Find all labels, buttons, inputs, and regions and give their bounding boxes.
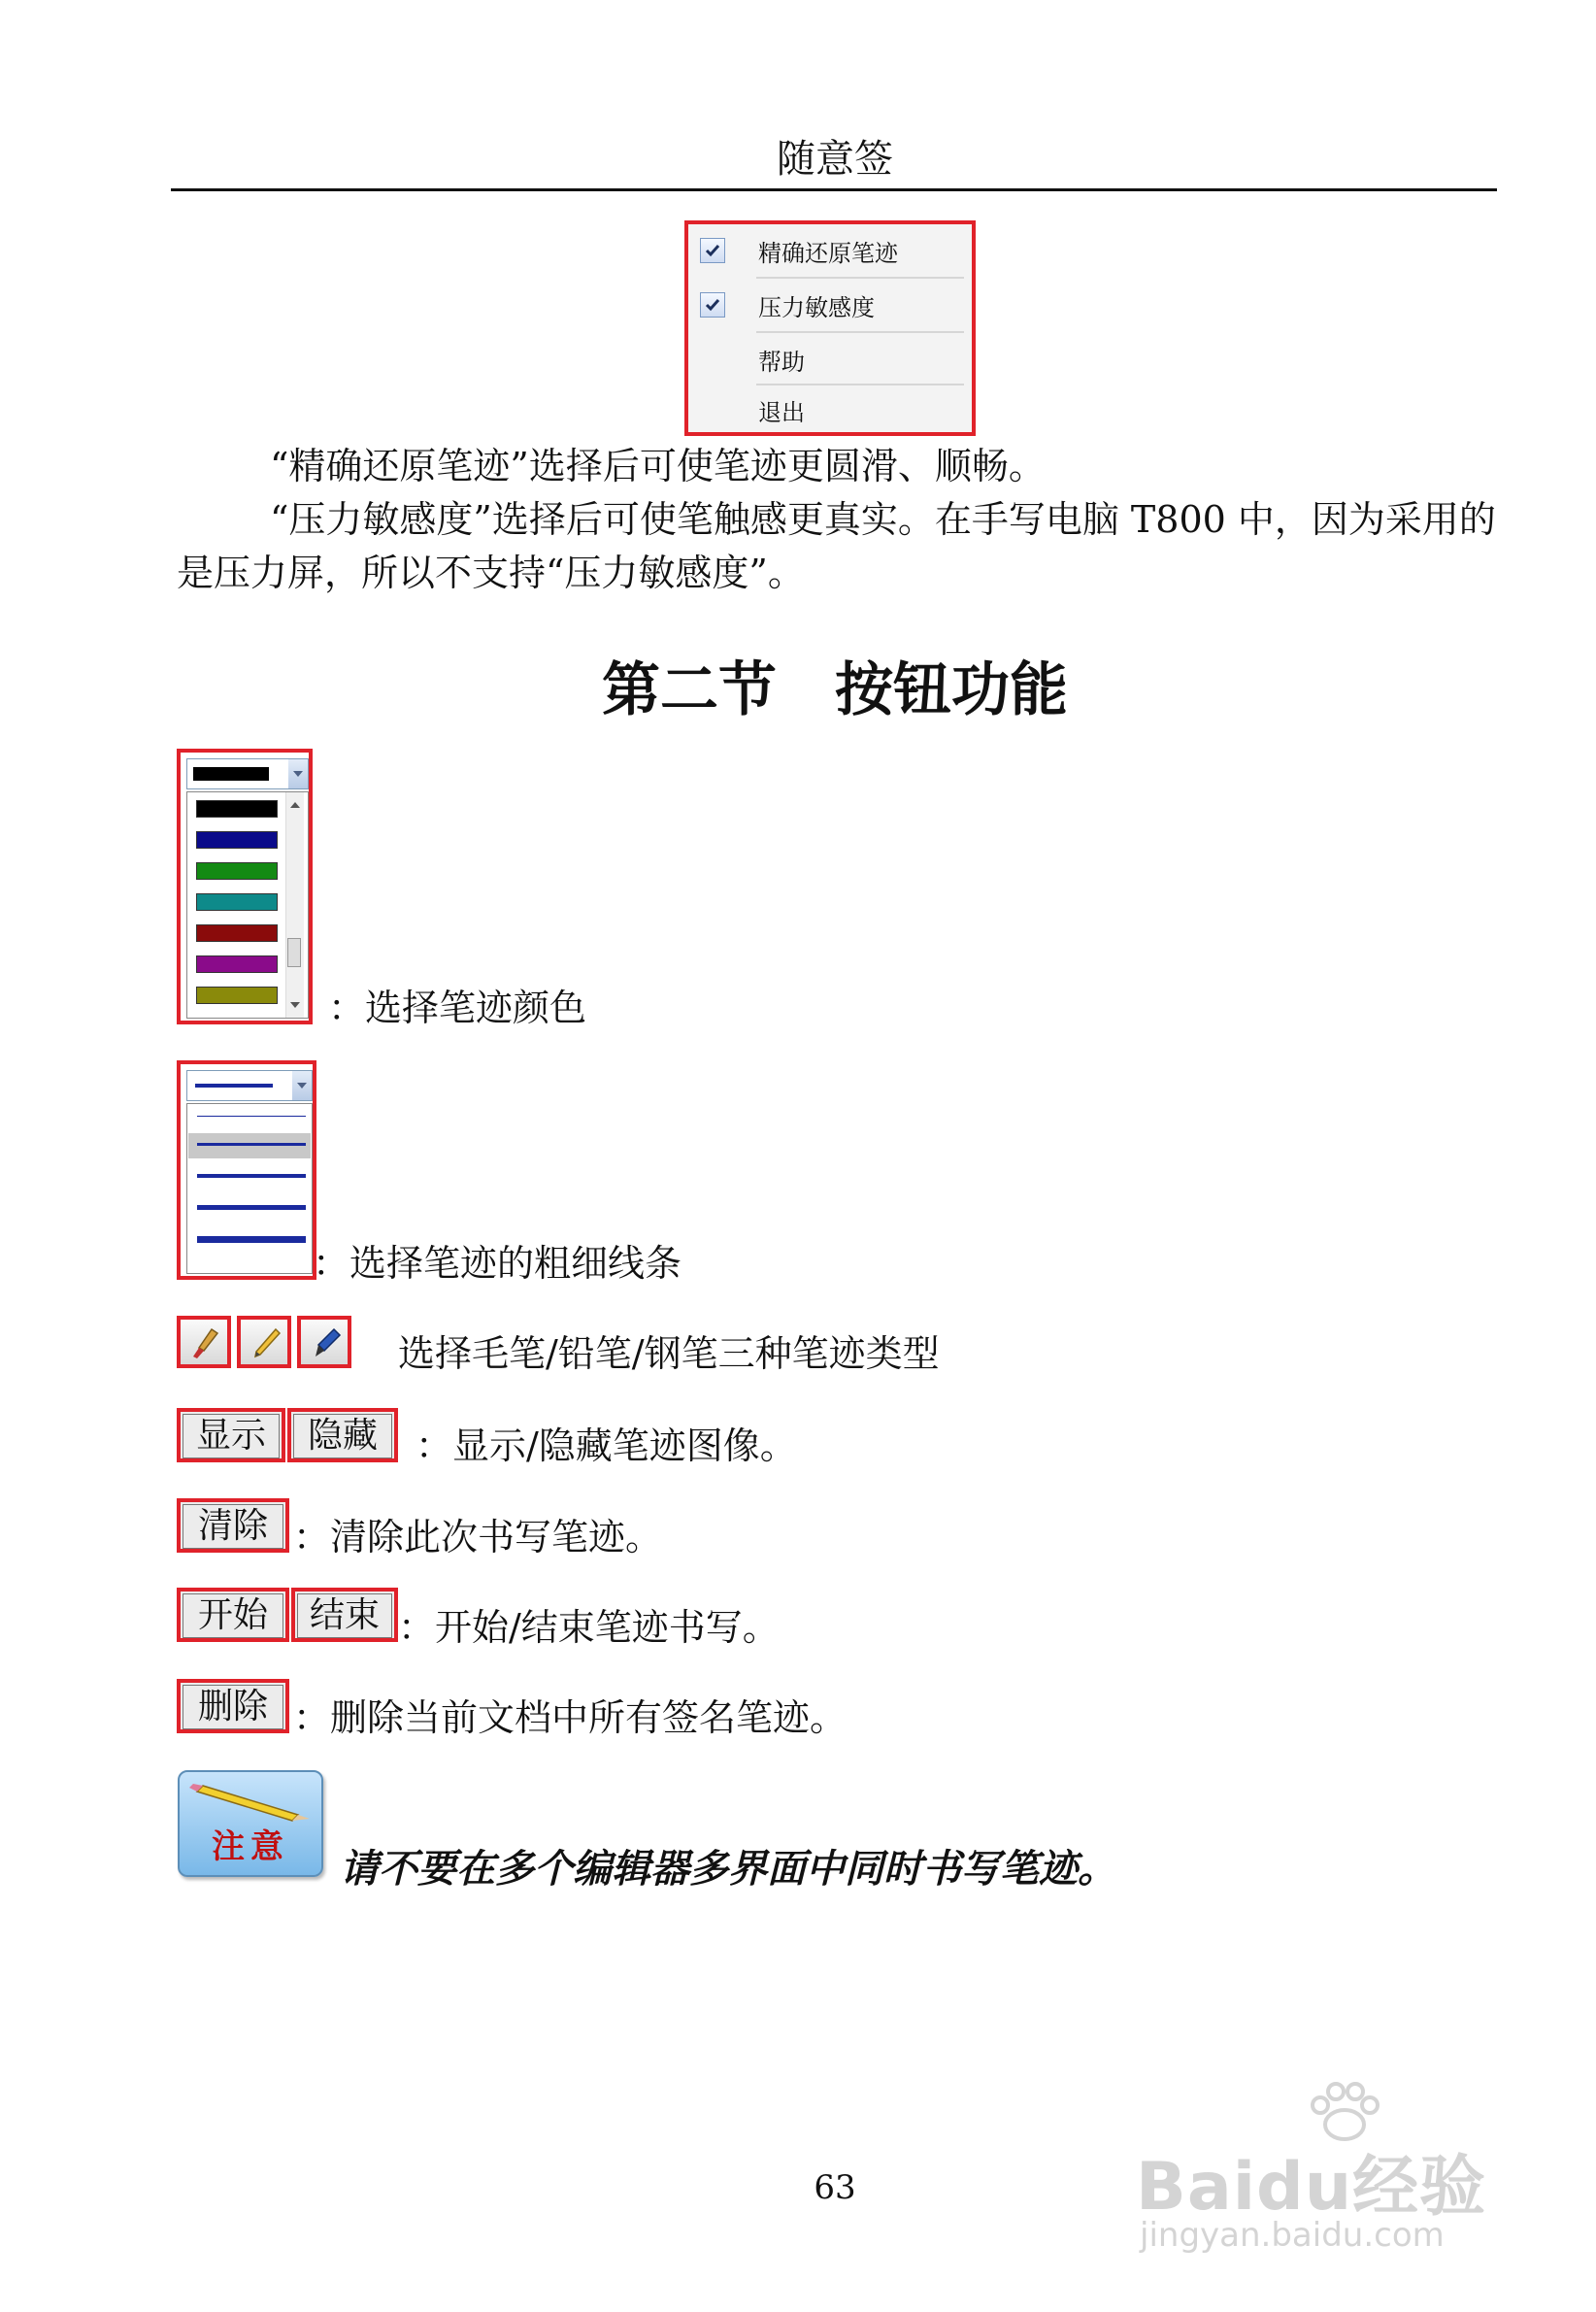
color-option[interactable] [196,800,278,818]
watermark-url: jingyan.baidu.com [1140,2216,1445,2255]
show-hide-description: ：显示/隐藏笔迹图像。 [416,1424,797,1467]
color-option[interactable] [196,862,278,880]
dropdown-arrow-icon[interactable] [292,1071,312,1100]
selected-color-swatch [193,767,269,781]
scrollbar[interactable] [285,792,304,1018]
width-list [186,1103,313,1274]
menu-item-label: 退出 [758,399,805,426]
color-option[interactable] [196,924,278,942]
clear-button-label: 清除 [183,1504,283,1549]
pencil-icon [183,1776,319,1825]
width-option[interactable] [197,1205,306,1210]
selected-width-sample [195,1084,273,1088]
show-button[interactable] [177,1408,285,1462]
end-button[interactable] [291,1588,398,1642]
end-button-label: 结束 [297,1593,392,1638]
note-text: 请不要在多个编辑器多界面中同时书写笔迹。 [340,1846,1116,1892]
fountain-pen-button[interactable] [297,1316,351,1368]
menu-item-exit[interactable] [688,384,972,436]
delete-description: ：删除当前文档中所有签名笔迹。 [293,1696,848,1739]
width-option[interactable] [197,1174,306,1178]
note-icon [178,1770,323,1877]
baidu-watermark [1136,2078,1505,2272]
color-option[interactable] [196,831,278,849]
note-icon-word: 注意 [212,1827,289,1866]
scroll-up-icon[interactable] [290,802,300,808]
menu-item-label: 压力敏感度 [758,294,875,321]
header-rule [171,188,1497,191]
dropdown-arrow-icon[interactable] [288,759,308,788]
page-header-title: 随意签 [777,137,893,182]
start-button[interactable] [177,1588,289,1642]
start-button-label: 开始 [183,1593,283,1638]
menu-item-precise-restore[interactable] [688,224,972,277]
hide-button-label: 隐藏 [293,1414,392,1458]
page-number: 63 [814,2168,856,2207]
menu-item-pressure-sensitivity[interactable] [688,279,972,331]
checkbox-checked-icon[interactable] [700,292,725,318]
color-combo-box[interactable] [186,758,309,789]
pen-type-buttons [177,1316,357,1372]
pen-type-description: 选择毛笔/铅笔/钢笔三种笔迹类型 [398,1332,940,1375]
color-picker-dropdown[interactable] [177,749,313,1024]
section-number: 第二节 [602,656,777,724]
show-button-label: 显示 [183,1414,280,1458]
context-menu-figure [684,220,976,436]
width-picker-description: ：选择笔迹的粗细线条 [313,1242,682,1285]
watermark-brand: Baidu经验 [1136,2149,1487,2226]
paragraph-precise-restore: “精确还原笔迹”选择后可使笔迹更圆滑、顺畅。 [270,445,1046,487]
color-picker-description: ：选择笔迹颜色 [328,987,587,1029]
section-title [0,644,1596,727]
hide-button[interactable] [287,1408,398,1462]
width-option[interactable] [197,1116,306,1117]
menu-item-label: 帮助 [758,349,805,376]
color-list [186,791,309,1019]
width-option-highlight [188,1133,311,1158]
pencil-button[interactable] [237,1316,291,1368]
clear-button[interactable] [177,1498,289,1553]
clear-description: ：清除此次书写笔迹。 [293,1516,663,1558]
color-option[interactable] [196,987,278,1004]
start-end-description: ：开始/结束笔迹书写。 [398,1606,780,1649]
fountain-pen-icon [309,1325,344,1362]
pencil-icon [249,1325,283,1362]
width-option[interactable] [197,1236,306,1243]
checkbox-checked-icon[interactable] [700,238,725,263]
brush-button[interactable] [177,1316,231,1368]
menu-item-help[interactable] [688,333,972,385]
line-width-dropdown[interactable] [177,1060,316,1280]
width-option[interactable] [197,1143,306,1146]
color-option[interactable] [196,955,278,973]
menu-item-label: 精确还原笔迹 [758,240,898,267]
delete-button-label: 删除 [183,1685,283,1729]
scroll-thumb[interactable] [287,938,301,967]
width-combo-box[interactable] [186,1070,313,1101]
brush-icon [188,1325,223,1362]
scroll-down-icon[interactable] [290,1002,300,1008]
section-name: 按钮功能 [835,656,1068,724]
paragraph-pressure-sensitivity: “压力敏感度”选择后可使笔触感更真实。在手写电脑 T800 中，因为采用的是压力屏，所以不支持“压力敏感度”。 [177,498,1496,594]
delete-button[interactable] [177,1679,289,1733]
color-option[interactable] [196,893,278,911]
